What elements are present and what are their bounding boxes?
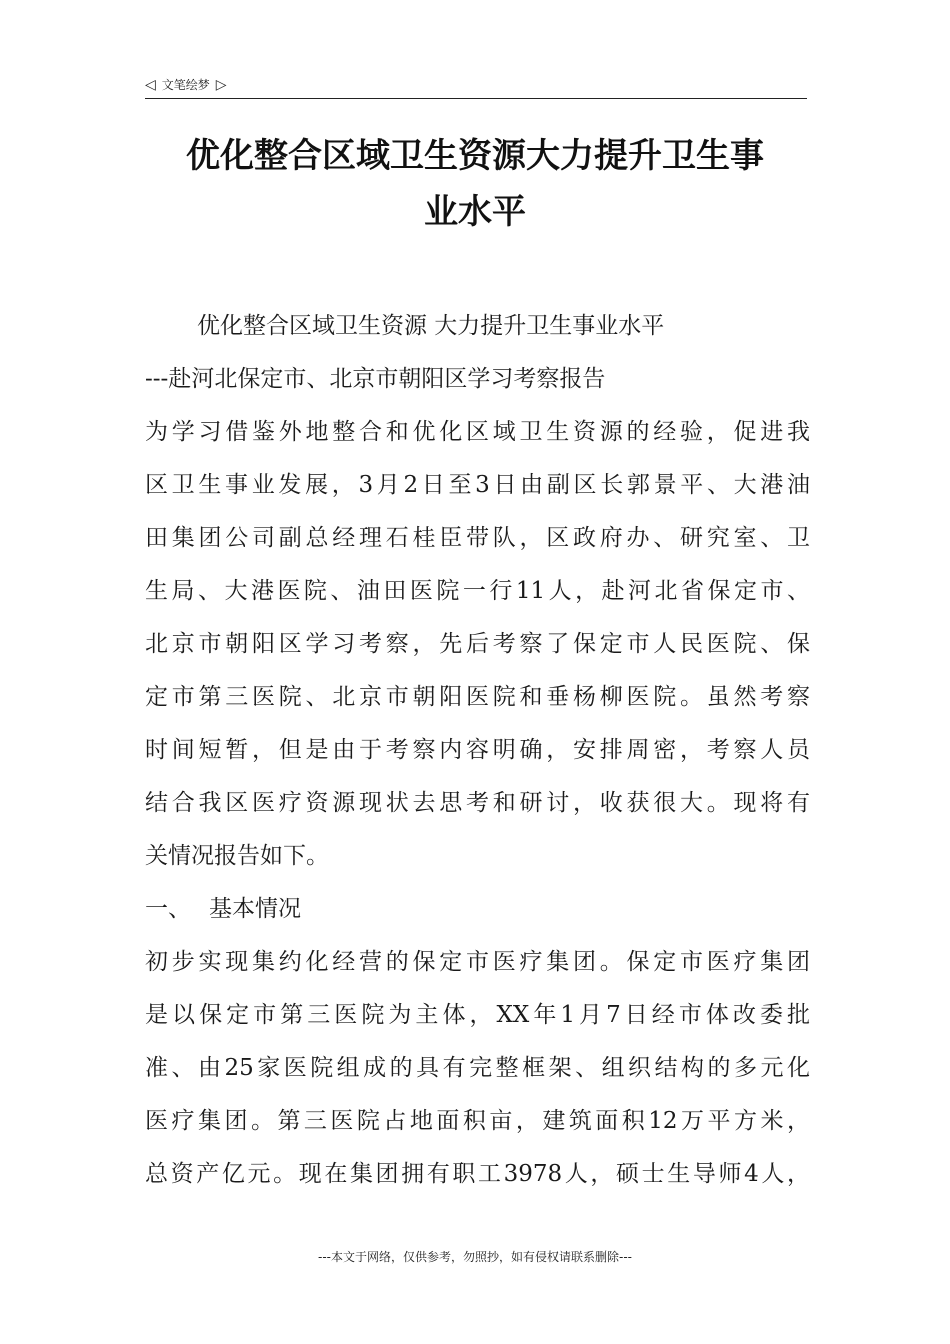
document-body xyxy=(145,300,810,1201)
document-title xyxy=(120,128,830,240)
paragraph-line: 初步实现集约化经营的保定市医疗集团。保定市医疗集团 xyxy=(145,949,810,975)
paragraph-line: 生局、大港医院、油田医院一行11人，赴河北省保定市、 xyxy=(145,578,810,604)
paragraph-line: 关情况报告如下。 xyxy=(145,843,329,869)
report-line: ---赴河北保定市、北京市朝阳区学习考察报告 xyxy=(145,366,606,392)
title-line-1: 优化整合区域卫生资源大力提升卫生事 xyxy=(186,136,764,176)
triangle-right-icon: ▷ xyxy=(215,76,227,93)
paragraph-line: 时间短暂，但是由于考察内容明确，安排周密，考察人员 xyxy=(145,737,810,763)
subtitle: 优化整合区域卫生资源 大力提升卫生事业水平 xyxy=(197,313,665,339)
section-number: 一、 xyxy=(145,896,191,922)
paragraph-line: 北京市朝阳区学习考察，先后考察了保定市人民医院、保 xyxy=(145,631,810,657)
paragraph-line: 结合我区医疗资源现状去思考和研讨，收获很大。现将有 xyxy=(145,790,810,816)
paragraph-line: 田集团公司副总经理石桂臣带队，区政府办、研究室、卫 xyxy=(145,525,810,551)
page-header xyxy=(145,72,807,99)
paragraph-line: 区卫生事业发展，3月2日至3日由副区长郭景平、大港油 xyxy=(145,472,810,498)
paragraph-line: 为学习借鉴外地整合和优化区域卫生资源的经验，促进我 xyxy=(145,419,810,445)
header-brand xyxy=(145,76,227,93)
paragraph-line: 是以保定市第三医院为主体，XX年1月7日经市体改委批 xyxy=(145,1002,810,1028)
header-brand-text: 文笔绘梦 xyxy=(161,78,210,92)
paragraph-line: 准、由25家医院组成的具有完整框架、组织结构的多元化 xyxy=(145,1055,810,1081)
paragraph-line: 总资产亿元。现在集团拥有职工3978人，硕士生导师4人， xyxy=(145,1161,810,1187)
paragraph-line: 医疗集团。第三医院占地面积亩，建筑面积12万平方米， xyxy=(145,1108,810,1134)
section-title: 基本情况 xyxy=(209,896,301,922)
paragraph-line: 定市第三医院、北京市朝阳医院和垂杨柳医院。虽然考察 xyxy=(145,684,810,710)
triangle-left-icon: ◁ xyxy=(145,76,156,93)
page-footer: ---本文于网络，仅供参考，勿照抄，如有侵权请联系删除--- xyxy=(318,1250,632,1264)
title-line-2: 业水平 xyxy=(424,192,526,232)
section-heading xyxy=(145,883,810,936)
